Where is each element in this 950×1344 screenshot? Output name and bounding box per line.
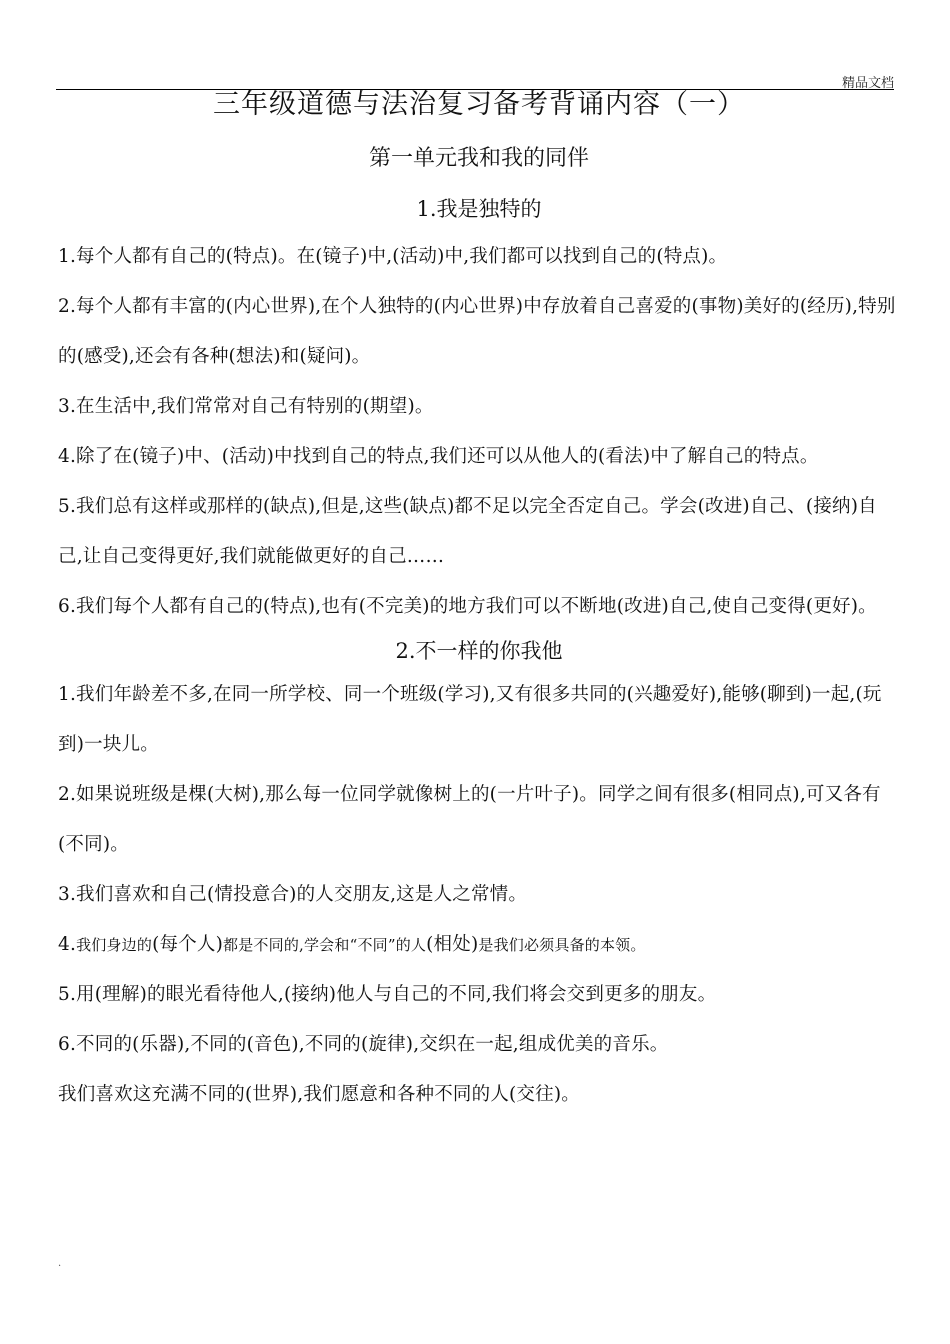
list-item: 6.不同的(乐器),不同的(音色),不同的(旋律),交织在一起,组成优美的音乐。 — [58, 1034, 669, 1055]
item-text: 都是不同的,学会和“不同”的人 — [223, 936, 427, 954]
header-label: 精品文档 — [841, 76, 894, 91]
list-item: 2.如果说班级是棵(大树),那么每一位同学就像树上的(一片叶子)。同学之间有很多(相同点),可又各有(不同)。 — [58, 784, 881, 855]
item-text: 我们身边的 — [76, 936, 153, 954]
document-body — [58, 88, 900, 1120]
document-title: 三年级道德与法治复习备考背诵内容（一） — [213, 89, 745, 120]
list-item: 6.我们每个人都有自己的(特点),也有(不完美)的地方我们可以不断地(改进)自己,使自己变得(更好)。 — [58, 596, 877, 617]
list-item: 2.每个人都有丰富的(内心世界),在个人独特的(内心世界)中存放着自己喜爱的(事物)美好的(经历),特别的(感受),还会有各种(想法)和(疑问)。 — [58, 296, 896, 367]
list-item: 1.我们年龄差不多,在同一所学校、同一个班级(学习),又有很多共同的(兴趣爱好),能够(聊到)一起,(玩到)一块儿。 — [58, 684, 882, 755]
list-item: 我们喜欢这充满不同的(世界),我们愿意和各种不同的人(交往)。 — [58, 1084, 580, 1105]
list-item: 5.用(理解)的眼光看待他人,(接纳)他人与自己的不同,我们将会交到更多的朋友。 — [58, 984, 717, 1005]
item-text: (相处) — [426, 934, 479, 955]
list-item: 1.每个人都有自己的(特点)。在(镜子)中,(活动)中,我们都可以找到自己的(特点)。 — [58, 246, 728, 267]
item-text: 是我们必须具备的本领。 — [478, 936, 646, 954]
item-number: 4. — [58, 934, 77, 955]
list-item: 3.我们喜欢和自己(情投意合)的人交朋友,这是人之常情。 — [58, 884, 528, 905]
footer-mark: . — [58, 1258, 62, 1269]
list-item: 4.除了在(镜子)中、(活动)中找到自己的特点,我们还可以从他人的(看法)中了解自己的特点。 — [58, 446, 819, 467]
lesson-1-items — [58, 232, 900, 632]
item-text: (每个人) — [152, 934, 224, 955]
lesson-heading-2: 2.不一样的你我他 — [395, 639, 563, 663]
list-item — [58, 920, 900, 970]
lesson-2-items — [58, 670, 900, 1120]
list-item: 3.在生活中,我们常常对自己有特别的(期望)。 — [58, 396, 434, 417]
lesson-heading-1: 1.我是独特的 — [416, 197, 542, 221]
list-item: 5.我们总有这样或那样的(缺点),但是,这些(缺点)都不足以完全否定自己。学会(改进)自己、(接纳)自己,让自己变得更好,我们就能做更好的自己…… — [58, 496, 877, 567]
unit-heading: 第一单元我和我的同伴 — [368, 146, 589, 171]
